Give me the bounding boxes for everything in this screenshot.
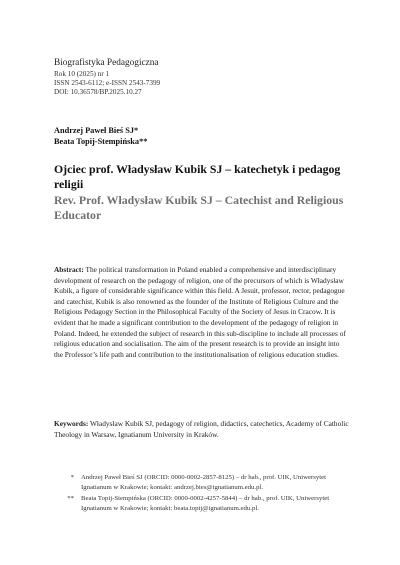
abstract-paragraph bbox=[54, 265, 350, 360]
author-name: Andrzej Paweł Bieś SJ bbox=[54, 126, 134, 135]
abstract-label: Abstract: bbox=[54, 265, 84, 274]
journal-header bbox=[54, 58, 354, 98]
footnote-text: Andrzej Paweł Bieś SJ (ORCID: 0000-0002-2857-8125) – dr hab., prof. UIK, Uniwersytet Ignatianum w Krakowie; kontakt: andrzej.bies@ignatianum.edu.pl. bbox=[81, 474, 327, 491]
keywords-label: Keywords: bbox=[54, 419, 89, 428]
journal-issn: ISSN 2543-6112; e-ISSN 2543-7399 bbox=[54, 78, 161, 87]
journal-doi: DOI: 10.36578/BP.2025.10.27 bbox=[54, 88, 142, 97]
journal-name: Biografistyka Pedagogiczna bbox=[54, 58, 159, 68]
footnote bbox=[54, 473, 350, 492]
keywords-paragraph bbox=[54, 419, 350, 440]
footnote-text: Beata Topij-Stempińska (ORCID: 0000-0002-4257-5844) – dr hab., prof. UIK, Uniwersytet Ignatianum w Krakowie; kontakt: beata.topij@ignatianum.edu.pl. bbox=[81, 495, 330, 512]
abstract-text: The political transformation in Poland enabled a comprehensive and interdisciplinary development of research on the pedagogy of religion, one of the precursors of which is Władysław Kubik, a figure of considerable significance within this field. A Jesuit, professor, rector, pedagogue and catechist, Kubik is also renowned as the founder of the Institute of Religious Culture and the Religious Pedagogy Section in the Philosophical Faculty of the Society of Jesus in Cracow. It is evident that he made a significant contribution to the development of the pedagogy of religion in Poland. Indeed, he extended the subject of research in this sub-discipline to include all processes of religious education and socialisation. The aim of the present research is to provide an insight into the Professor’s life path and contribution to the institutionalisation of religious education studies. bbox=[54, 265, 346, 359]
footnote-mark: ** bbox=[67, 495, 74, 503]
keywords-text: Władysław Kubik SJ, pedagogy of religion, didactics, catechetics, Academy of Catholic Theology in Warsaw, Ignatianum University in Kraków. bbox=[54, 419, 349, 439]
footnote-mark: * bbox=[70, 474, 74, 481]
author-footnote-mark: ** bbox=[139, 137, 148, 146]
author-name: Beata Topij-Stempińska bbox=[54, 137, 140, 146]
footnote bbox=[54, 494, 350, 513]
footnotes bbox=[54, 473, 350, 515]
author-line bbox=[54, 136, 354, 147]
journal-issue: Rok 10 (2025) nr 1 bbox=[54, 69, 110, 78]
article-title-polish: Ojciec prof. Władysław Kubik SJ – katechetyk i pedagog religii bbox=[54, 162, 341, 191]
author-list bbox=[54, 125, 354, 147]
author-footnote-mark: * bbox=[133, 126, 139, 135]
author-line bbox=[54, 125, 354, 136]
article-title-english: Rev. Prof. Władysław Kubik SJ – Catechist and Religious Educator bbox=[54, 193, 344, 222]
